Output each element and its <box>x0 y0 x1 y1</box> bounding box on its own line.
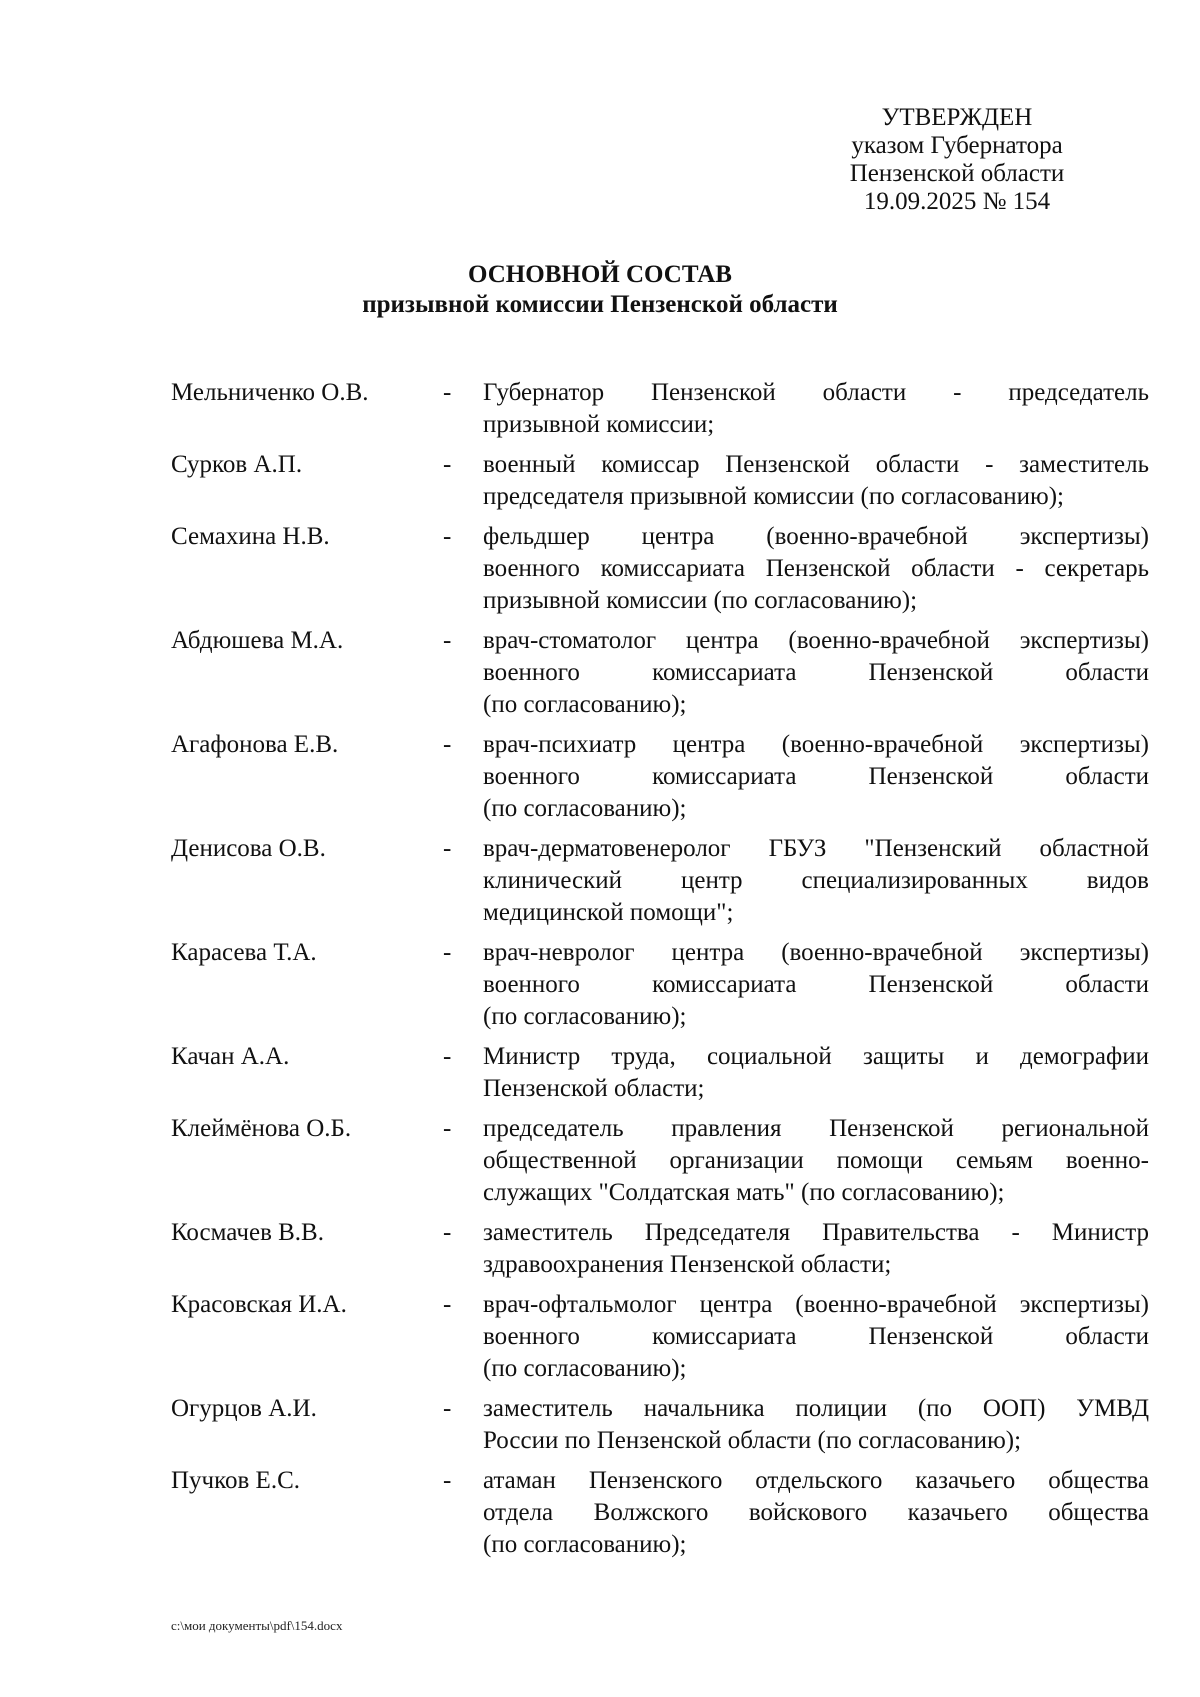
member-role <box>483 521 1149 617</box>
member-role-line: призывной комиссии (по согласованию); <box>483 587 918 614</box>
member-row <box>171 449 1149 513</box>
member-row <box>171 377 1149 441</box>
document-heading <box>0 260 1200 320</box>
member-role-line: служащих "Солдатская мать" (по согласованию); <box>483 1179 1005 1206</box>
member-role-line: военного комиссариата Пензенской области <box>483 1323 1149 1350</box>
member-name: Клеймёнова О.Б. <box>171 1115 352 1142</box>
member-role-line: Министр труда, социальной защиты и демографии <box>483 1043 1149 1070</box>
member-role-line: военного комиссариата Пензенской области - секретарь <box>483 555 1149 582</box>
member-role-line: военного комиссариата Пензенской области <box>483 971 1149 998</box>
member-role-line: (по согласованию); <box>483 691 687 718</box>
member-role <box>483 377 1149 441</box>
approval-date-number: 19.09.2025 № 154 <box>863 188 1051 215</box>
member-name: Семахина Н.В. <box>171 523 330 550</box>
member-name: Агафонова Е.В. <box>171 731 339 758</box>
member-role <box>483 937 1149 1033</box>
member-role <box>483 1465 1149 1561</box>
member-role-line: врач-стоматолог центра (военно-врачебной экспертизы) <box>483 627 1149 654</box>
approval-block <box>832 104 1082 216</box>
member-role-line: клинический центр специализированных видов <box>483 867 1149 894</box>
member-role-line: призывной комиссии; <box>483 411 715 438</box>
member-dash: - <box>443 1043 452 1070</box>
member-role-line: России по Пензенской области (по согласованию); <box>483 1427 1022 1454</box>
member-role-line: (по согласованию); <box>483 1355 687 1382</box>
member-dash: - <box>443 835 452 862</box>
member-role-line: военный комиссар Пензенской области - заместитель <box>483 451 1149 478</box>
member-role-line: (по согласованию); <box>483 795 687 822</box>
member-role-line: военного комиссариата Пензенской области <box>483 659 1149 686</box>
member-role-line: Пензенской области; <box>483 1075 705 1102</box>
member-name: Денисова О.В. <box>171 835 326 862</box>
member-role <box>483 1393 1149 1457</box>
footer-file-path: c:\мои документы\pdf\154.docx <box>171 1618 343 1633</box>
member-role <box>483 1289 1149 1385</box>
member-row <box>171 1113 1149 1209</box>
member-dash: - <box>443 939 452 966</box>
member-role-line: (по согласованию); <box>483 1003 687 1030</box>
member-dash: - <box>443 1115 452 1142</box>
member-dash: - <box>443 627 452 654</box>
member-name: Космачев В.В. <box>171 1219 324 1246</box>
member-role <box>483 1217 1149 1281</box>
member-role <box>483 1041 1149 1105</box>
member-role-line: врач-невролог центра (военно-врачебной экспертизы) <box>483 939 1149 966</box>
member-role-line: врач-дерматовенеролог ГБУЗ "Пензенский областной <box>483 835 1149 862</box>
member-role-line: врач-офтальмолог центра (военно-врачебной экспертизы) <box>483 1291 1149 1318</box>
member-role-line: Губернатор Пензенской области - председатель <box>483 379 1149 406</box>
member-role-line: врач-психиатр центра (военно-врачебной экспертизы) <box>483 731 1149 758</box>
member-role-line: общественной организации помощи семьям военно- <box>483 1147 1149 1174</box>
member-role-line: заместитель Председателя Правительства - Министр <box>483 1219 1149 1246</box>
member-dash: - <box>443 1291 452 1318</box>
member-row <box>171 1465 1149 1561</box>
approval-decree: указом Губернатора <box>851 132 1063 159</box>
member-role <box>483 833 1149 929</box>
member-row <box>171 833 1149 929</box>
member-row <box>171 1393 1149 1457</box>
member-dash: - <box>443 379 452 406</box>
member-name: Карасева Т.А. <box>171 939 317 966</box>
members-list <box>171 377 1149 1569</box>
member-dash: - <box>443 1395 452 1422</box>
member-row <box>171 1041 1149 1105</box>
member-name: Качан А.А. <box>171 1043 290 1070</box>
member-row <box>171 1289 1149 1385</box>
member-name: Огурцов А.И. <box>171 1395 317 1422</box>
member-dash: - <box>443 451 452 478</box>
member-dash: - <box>443 523 452 550</box>
member-name: Абдюшева М.А. <box>171 627 344 654</box>
member-role-line: отдела Волжского войскового казачьего общества <box>483 1499 1149 1526</box>
member-name: Мельниченко О.В. <box>171 379 369 406</box>
member-row <box>171 625 1149 721</box>
member-role-line: медицинской помощи"; <box>483 899 734 926</box>
member-role-line: военного комиссариата Пензенской области <box>483 763 1149 790</box>
document-title: ОСНОВНОЙ СОСТАВ <box>468 261 732 288</box>
document-subtitle: призывной комиссии Пензенской области <box>362 291 838 318</box>
approval-title: УТВЕРЖДЕН <box>881 104 1033 131</box>
member-name: Красовская И.А. <box>171 1291 347 1318</box>
member-name: Пучков Е.С. <box>171 1467 301 1494</box>
member-dash: - <box>443 1467 452 1494</box>
member-role-line: атаман Пензенского отдельского казачьего общества <box>483 1467 1149 1494</box>
member-dash: - <box>443 1219 452 1246</box>
member-row <box>171 729 1149 825</box>
member-role-line: председатель правления Пензенской региональной <box>483 1115 1149 1142</box>
member-role <box>483 625 1149 721</box>
member-role-line: фельдшер центра (военно-врачебной экспертизы) <box>483 523 1149 550</box>
member-role-line: председателя призывной комиссии (по согласованию); <box>483 483 1064 510</box>
member-row <box>171 521 1149 617</box>
member-name: Сурков А.П. <box>171 451 303 478</box>
member-row <box>171 1217 1149 1281</box>
member-row <box>171 937 1149 1033</box>
member-role-line: заместитель начальника полиции (по ООП) УМВД <box>483 1395 1149 1422</box>
member-role <box>483 1113 1149 1209</box>
member-role <box>483 729 1149 825</box>
approval-region: Пензенской области <box>849 160 1065 187</box>
member-role-line: (по согласованию); <box>483 1531 687 1558</box>
member-role <box>483 449 1149 513</box>
member-dash: - <box>443 731 452 758</box>
member-role-line: здравоохранения Пензенской области; <box>483 1251 892 1278</box>
